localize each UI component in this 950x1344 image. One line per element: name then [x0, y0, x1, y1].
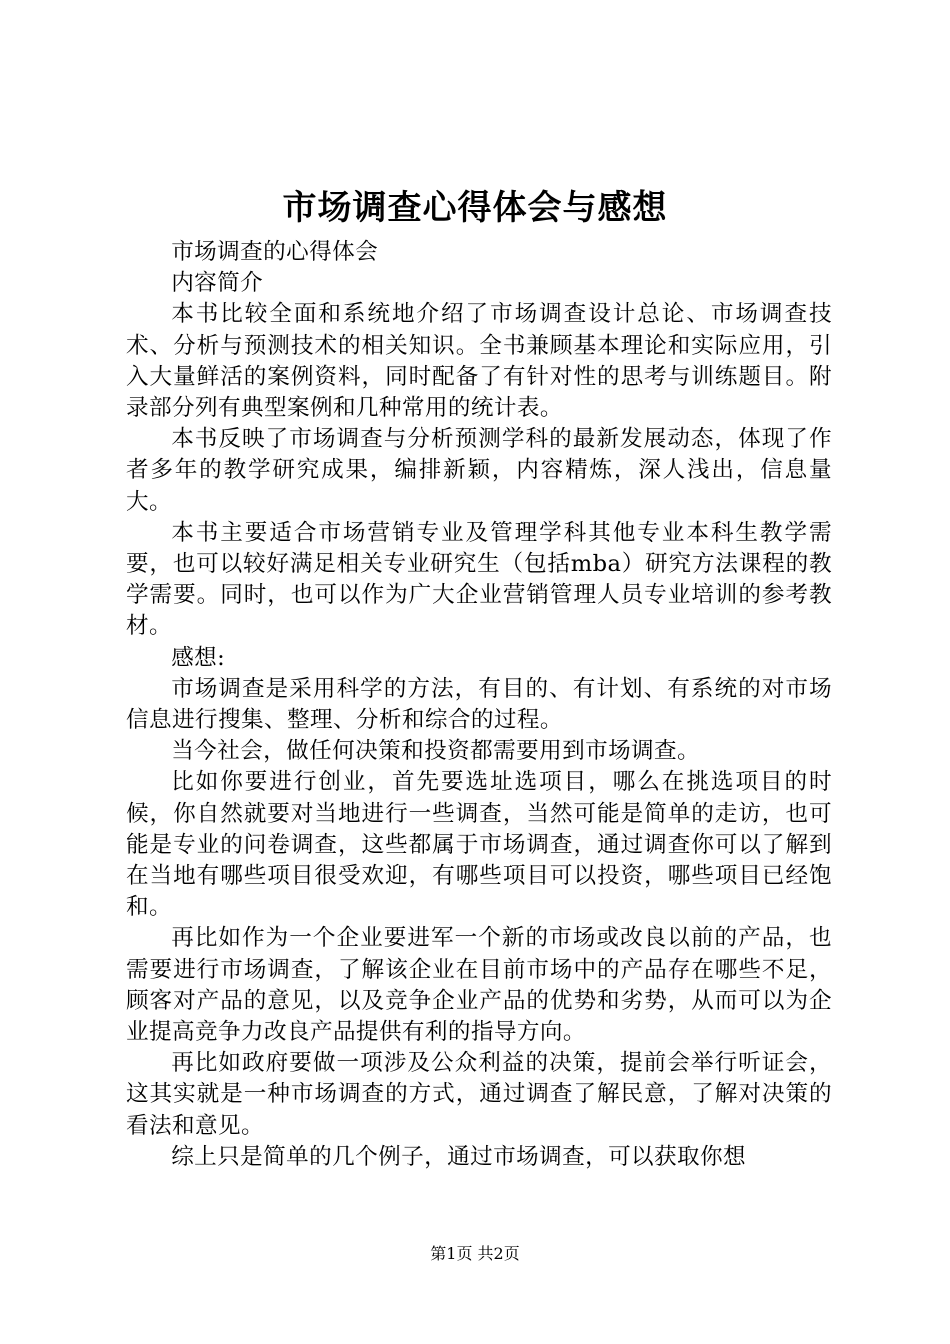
- paragraph: 本书比较全面和系统地介绍了市场调查设计总论、市场调查技术、分析与预测技术的相关知识。全书兼顾基本理论和实际应用，引入大量鲜活的案例资料，同时配备了有针对性的思考与训练题目。附录部分列有典型案例和几种常用的统计表。: [126, 301, 832, 422]
- page-footer: 第1页 共2页: [430, 1244, 520, 1263]
- paragraph: 本书主要适合市场营销专业及管理学科其他专业本科生教学需要，也可以较好满足相关专业研究生（包括mba）研究方法课程的教学需要。同时，也可以作为广大企业营销管理人员专业培训的参考教材。: [126, 519, 832, 640]
- paragraph: 比如你要进行创业，首先要选址选项目，哪么在挑选项目的时候，你自然就要对当地进行一些调查，当然可能是简单的走访，也可能是专业的问卷调查，这些都属于市场调查，通过调查你可以了解到在当地有哪些项目很受欢迎，有哪些项目可以投资，哪些项目已经饱和。: [126, 769, 832, 921]
- paragraph: 综上只是简单的几个例子，通过市场调查，可以获取你想: [171, 1143, 747, 1170]
- document-title: 市场调查心得体会与感想: [282, 188, 668, 228]
- paragraph: 再比如作为一个企业要进军一个新的市场或改良以前的产品，也需要进行市场调查，了解该企业在目前市场中的产品存在哪些不足，顾客对产品的意见，以及竞争企业产品的优势和劣势，从而可以为企业提高竞争力改良产品提供有利的指导方向。: [126, 925, 832, 1046]
- paragraph: 再比如政府要做一项涉及公众利益的决策，提前会举行听证会，这其实就是一种市场调查的方式，通过调查了解民意，了解对决策的看法和意见。: [126, 1050, 832, 1139]
- paragraph: 本书反映了市场调查与分析预测学科的最新发展动态，体现了作者多年的教学研究成果，编排新颖，内容精炼，深人浅出，信息量大。: [126, 426, 832, 515]
- paragraph: 市场调查是采用科学的方法，有目的、有计划、有系统的对市场信息进行搜集、整理、分析和综合的过程。: [126, 675, 832, 734]
- paragraph: 感想:: [171, 644, 226, 671]
- paragraph: 市场调查的心得体会: [171, 239, 379, 265]
- paragraph: 当今社会，做任何决策和投资都需要用到市场调查。: [171, 738, 701, 765]
- document-body: [126, 237, 832, 1173]
- paragraph: 内容简介: [171, 270, 264, 297]
